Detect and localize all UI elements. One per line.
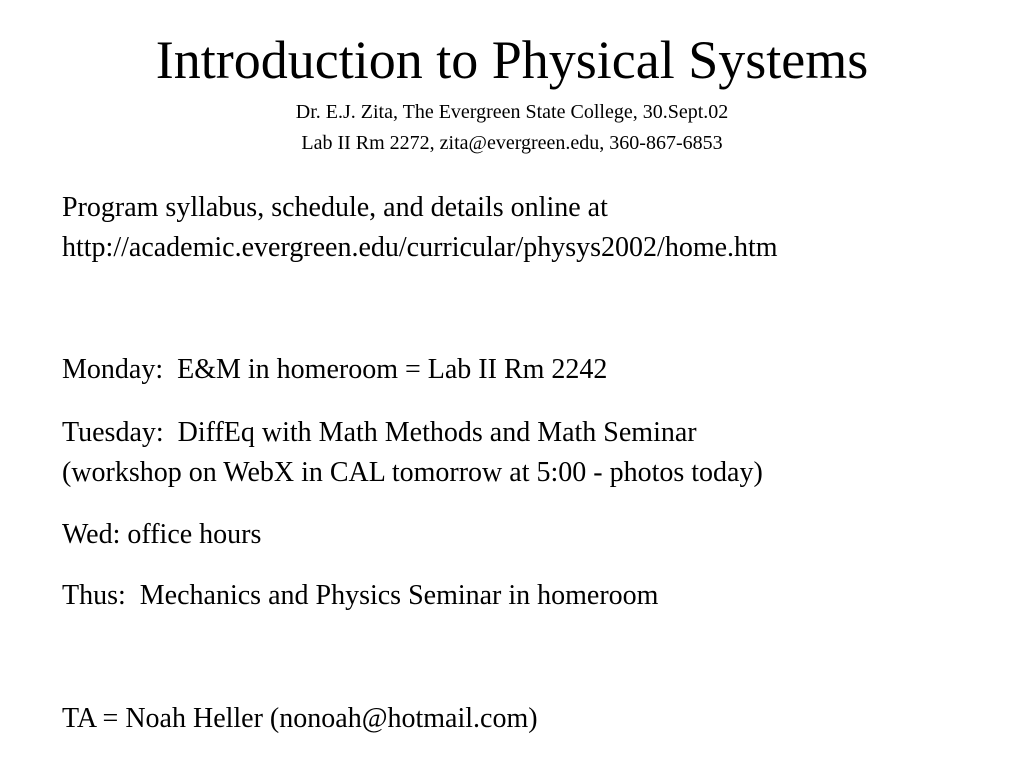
subtitle-contact-line: Lab II Rm 2272, zita@evergreen.edu, 360-867-6853 xyxy=(301,132,723,154)
slide-title: Introduction to Physical Systems xyxy=(155,30,869,90)
schedule-wednesday: Wed: office hours xyxy=(62,519,262,550)
program-url-text: http://academic.evergreen.edu/curricular/physys2002/home.htm xyxy=(62,232,778,263)
schedule-thursday: Thus: Mechanics and Physics Seminar in homeroom xyxy=(62,580,659,611)
ta-contact-line: TA = Noah Heller (nonoah@hotmail.com) xyxy=(62,703,538,734)
schedule-monday: Monday: E&M in homeroom = Lab II Rm 2242 xyxy=(62,354,608,385)
program-intro-text: Program syllabus, schedule, and details online at xyxy=(62,192,608,223)
subtitle-instructor-line: Dr. E.J. Zita, The Evergreen State College, 30.Sept.02 xyxy=(295,101,729,123)
schedule-tuesday-note: (workshop on WebX in CAL tomorrow at 5:00 - photos today) xyxy=(62,457,763,488)
schedule-tuesday: Tuesday: DiffEq with Math Methods and Math Seminar xyxy=(62,417,697,448)
